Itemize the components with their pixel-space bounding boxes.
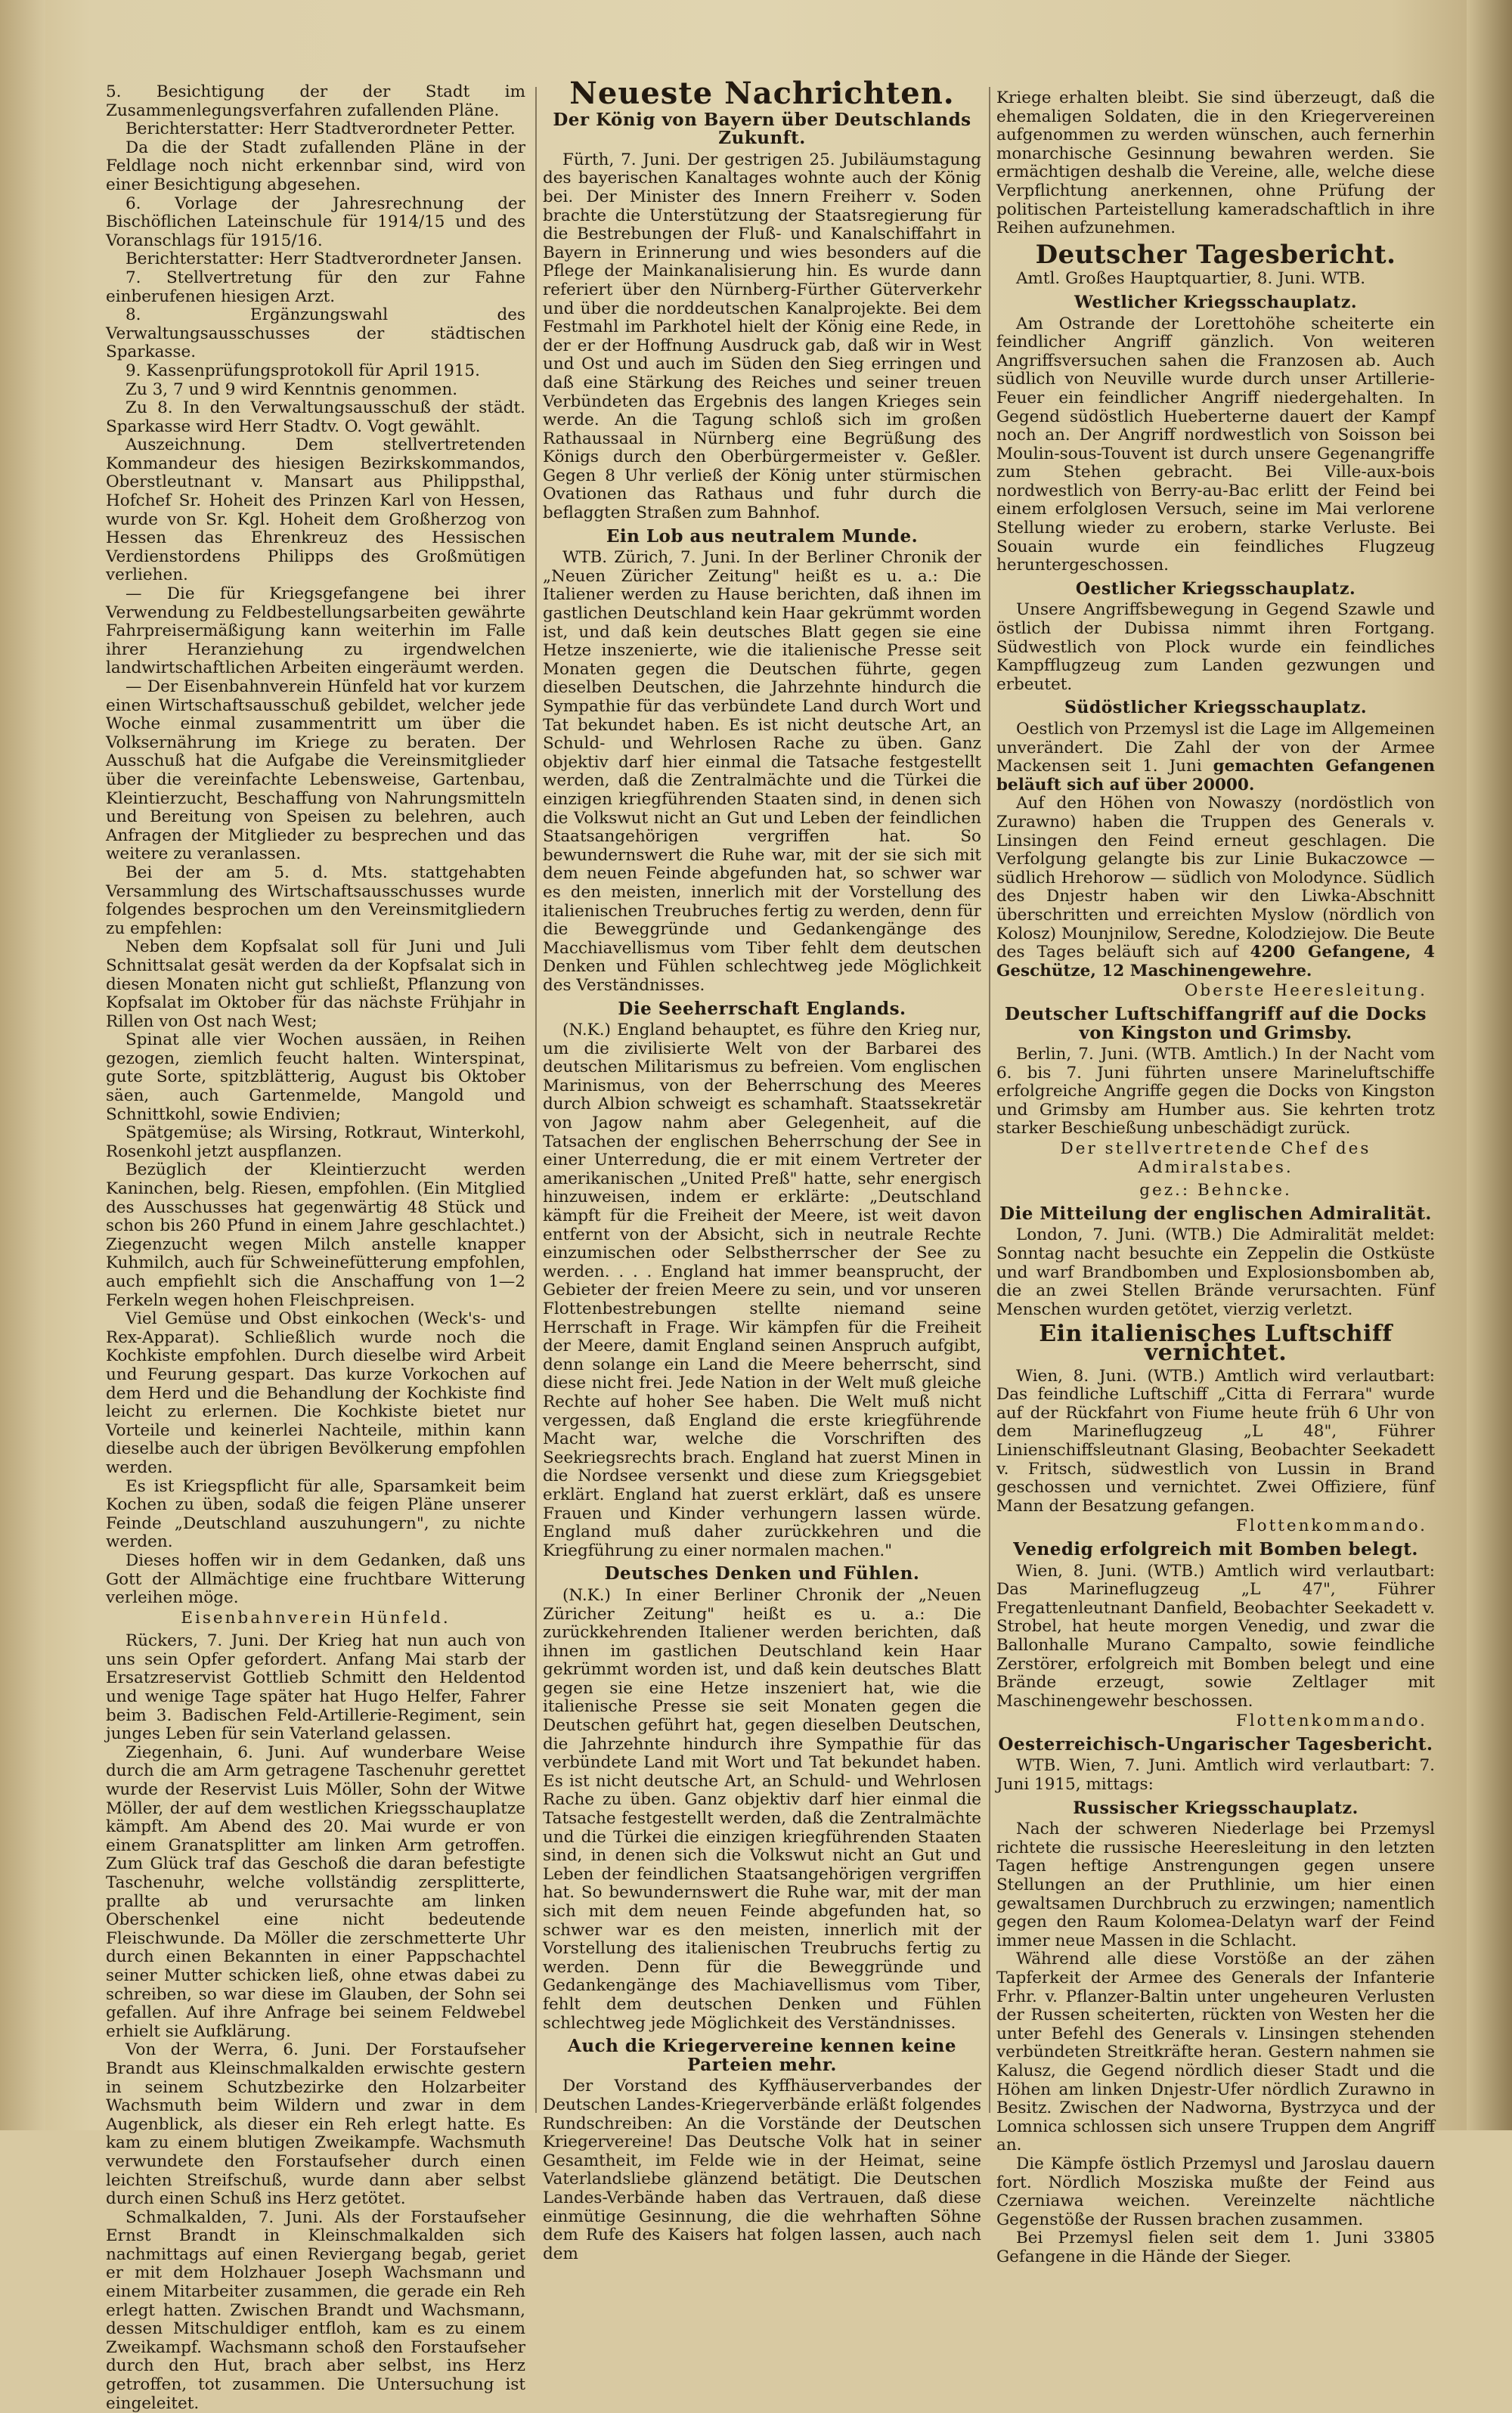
paragraph: Unsere Angriffsbewegung in Gegend Szawle und östlich der Dubissa nimmt ihren Fortgang. Südwestlich von Plock wurde ein feindliches Kampfflugzeug zum Landen gezwungen und erbeutet. (996, 600, 1435, 694)
paragraph (996, 795, 1435, 980)
signature: Flottenkommando. (1235, 1711, 1427, 1731)
paragraph: Bei Przemysl fielen seit dem 1. Juni 33805 Gefangene in die Hände der Sieger. (996, 2229, 1435, 2266)
subheadline: Russischer Kriegsschauplatz. (1073, 1798, 1359, 1818)
page-edge-left (0, 0, 45, 2130)
headline: Ein Lob aus neutralem Munde. (606, 525, 919, 547)
paragraph: Zu 3, 7 und 9 wird Kenntnis genommen. (125, 379, 458, 399)
signature: gez.: Behncke. (1139, 1181, 1292, 1200)
paragraph: Fürth, 7. Juni. Der gestrigen 25. Jubiläumstagung des bayerischen Kanaltages wohnte auch der König bei. Der Minister des Innern Freiherr v. Soden brachte die Unterstützung der Staatsregierung für die Bestrebungen der Fluß- und Kanalschiffahrt in Bayern in Erinnerung und wies besonders auf die Pflege der Mainkanalisierung hin. Es wurde dann referiert über den Nürnberg-Fürther Güterverkehr und über die norddeutschen Kanalprojekte. Bei dem Festmahl im Parkhotel hielt der König eine Rede, in der er der Hoffnung Ausdruck gab, daß wir in West und Ost und auch im Süden den Sieg erringen und daß eine Stärkung des Reiches und seiner treuen Verbündeten das Ergebnis des langen Krieges sein werde. An die Tagung schloß sich im großen Rathaussaal in Nürnberg eine Begrüßung des Königs durch den Oberbürgermeister v. Geßler. Gegen 8 Uhr verließ der König unter stürmischen Ovationen das Rathaus und fuhr durch die beflaggten Straßen zum Bahnhof. (543, 150, 981, 523)
column-local-news (106, 82, 525, 2413)
agenda-item: 5. Besichtigung der der Stadt im Zusammenlegungsverfahren zufallenden Pläne. (106, 82, 525, 120)
text-run: Auf den Höhen von Nowaszy (nordöstlich von Zurawno) haben die Truppen des Generals v. Linsingen den Feind erneut geschlagen. Die Verfolgung gelangte bis zur Linie Bukaczowce — südlich Hrehorow — südlich von Molodynce. Südlich des Dnjestr haben wir den Liwka-Abschnitt überschritten und erreichten Myslow (nördlich von Kolosz) Mounjnilow, Seredne, Kolodziejow. Die Beute des Tages beläuft sich auf (996, 794, 1435, 962)
headline: Venedig erfolgreich mit Bomben belegt. (1013, 1538, 1418, 1560)
paragraph: WTB. Zürich, 7. Juni. In der Berliner Chronik der „Neuen Züricher Zeitung" heißt es u. a.: Die Italiener werden zu Hause berichten, daß ihnen im gastlichen Deutschland kein Haar gekrümmt worden ist, und daß kein deutsches Blatt gegen sie eine Hetze inszenierte, wie die italienische Presse seit Monaten gegen die Deutschen führte, gegen dieselben Deutschen, die Jahrzehnte hindurch die Sympathie für das verbündete Land durch Wort und Tat bekundet haben. Es ist nicht deutsche Art, an Schuld- und Wehrlosen Rache zu üben. Ganz objektiv darf hier einmal die Tatsache festgestellt werden, daß die Zentralmächte und die Türkei die einzigen kriegführenden Staaten sind, in denen sich die Volkswut nicht an Gut und Leben der feindlichen Staatsangehörigen vergriffen hat. So bewundernswert die Ruhe war, mit der sie sich mit dem neuen Feinde abgefunden hat, so schwer war es den meisten, innerlich mit der Vorstellung des italienischen Treubruches fertig zu werden, denn für die Beweggründe und Gedankengänge des Macchiavellismus vom Tiber fehlt dem deutschen Denken und Fühlen schlechtweg jede Möglichkeit des Verständnisses. (543, 548, 981, 995)
agenda-item: 7. Stellvertretung für den zur Fahne einberufenen hiesigen Arzt. (106, 268, 525, 306)
reporter-line: Berichterstatter: Herr Stadtverordneter Petter. (125, 119, 516, 139)
paragraph: Bezüglich der Kleintierzucht werden Kaninchen, belg. Riesen, empfohlen. (Ein Mitglied des Ausschusses hat gegenwärtig 48 Stück und schon bis 260 Pfund in einem Jahre geschlachtet.) Ziegenzucht wegen Milch anstelle knapper Kuhmilch, auch für Schweinefütterung empfohlen, auch empfiehlt sich die Anschaffung von 1—2 Ferkeln wegen hohen Fleischpreisen. (106, 1160, 525, 1310)
headline: Deutsches Denken und Fühlen. (604, 1563, 920, 1584)
paragraph: Da die der Stadt zufallenden Pläne in der Feldlage noch nicht erkennbar sind, wird von einer Besichtigung abgesehen. (106, 138, 525, 194)
signature: Eisenbahnverein Hünfeld. (181, 1608, 451, 1628)
headline: Deutscher Tagesbericht. (1035, 239, 1396, 270)
paragraph: Spätgemüse; als Wirsing, Rotkraut, Winterkohl, Rosenkohl jetzt auspflanzen. (106, 1123, 525, 1161)
headline: Die Mitteilung der englischen Admiralität. (999, 1203, 1432, 1224)
agenda-item: 8. Ergänzungswahl des Verwaltungsausschusses der städtischen Sparkasse. (106, 305, 525, 362)
paragraph: (N.K.) England behauptet, es führe den Krieg nur, um die zivilisierte Welt von der Barbarei des deutschen Militarismus zu befreien. Vom englischen Marinismus, von der Beherrschung des Meeres durch Albion schweigt es schamhaft. Staatssekretär von Jagow nahm aber Gelegenheit, auf die Tatsachen der englischen Beherrschung der See in einer Unterredung, die er mit einem Vertreter der amerikanischen „United Preß" hatte, sehr energisch hinzuweisen, indem er erklärte: „Deutschland kämpft für die Freiheit der Meere, ist weit davon entfernt von der Absicht, sich in neutrale Rechte einzumischen oder Selbstherrscher der See zu werden. . . . England hat immer beansprucht, der Gebieter der freien Meere zu sein, und vor unseren Flottenbestrebungen stellte niemand seine Herrschaft in Frage. Wir kämpfen für die Freiheit der Meere, damit England seinen Anspruch aufgibt, denn solange ein Land die Meere beherrscht, sind diese nicht frei. Jede Nation in der Welt muß gleiche Rechte auf hoher See haben. Die Welt muß nicht vergessen, daß England die erste kriegführende Macht war, welche die Vorschriften des Seekriegsrechts brach. England hat zuerst Minen in die Nordsee versenkt und diese zum Kriegsgebiet erklärt. England hat zuerst erklärt, daß es unsere Frauen und Kinder verhungern lassen würde. England muß daher zurückkehren und die Kriegführung zu einer normalen machen." (543, 1021, 981, 1560)
agenda-item: 9. Kassenprüfungsprotokoll für April 1915. (125, 361, 480, 380)
paragraph: Bei der am 5. d. Mts. stattgehabten Versammlung des Wirtschaftsausschusses wurde folgendes besprochen um den Vereinsmitgliedern zu empfehlen: (106, 863, 525, 938)
dateline: Amtl. Großes Hauptquartier, 8. Juni. WTB. (1016, 269, 1366, 289)
headline: Ein italienisches Luftschiff vernichtet. (1039, 1321, 1393, 1366)
signature: Der stellvertretende Chef des Admiralstabes. (1060, 1139, 1371, 1177)
agenda-item: 6. Vorlage der Jahresrechnung der Bischöflichen Lateinschule für 1914/15 und des Voranschlags für 1915/16. (106, 194, 525, 250)
paragraph: Am Ostrande der Lorettohöhe scheiterte ein feindlicher Angriff gänzlich. Von weiteren Angriffsversuchen sahen die Franzosen ab. Auch südlich von Neuville wurde durch unser Artillerie-Feuer ein feindlicher Angriff niedergehalten. In Gegend südöstlich Hueberterne dauert der Kampf noch an. Der Angriff nordwestlich von Soisson bei Moulin-sous-Touvent ist durch unsere Gegenangriffe zum Stehen gebracht. Bei Ville-aux-bois nordwestlich von Berry-au-Bac erlitt der Feind bei einem erfolglosen Versuch, seine im Mai verlorene Stellung wieder zu erobern, starke Verluste. Bei Souain wurde ein feindliches Flugzeug heruntergeschossen. (996, 314, 1435, 575)
paragraph: Schmalkalden, 7. Juni. Als der Forstaufseher Ernst Brandt in Kleinschmalkalden sich nachmittags auf einen Reviergang begab, geriet er mit dem Holzhauer Joseph Wachsmann und einem Mitarbeiter zusammen, die gerade ein Reh erlegt hatten. Zwischen Brandt und Wachsmann, dessen Mitschuldiger entfloh, kam es zu einem Zweikampf. Wachsmann schoß den Forstaufseher durch den Hut, brach aber selbst, ins Herz getroffen, tot zusammen. Die Untersuchung ist eingeleitet. (106, 2207, 525, 2413)
page-edge-right (1467, 0, 1512, 2130)
paragraph: Wien, 8. Juni. (WTB.) Amtlich wird verlautbart: Das feindliche Luftschiff „Citta di Ferrara" wurde auf der Rückfahrt von Fiume heute früh 6 Uhr von dem Marineflugzeug „L 48", Führer Linienschiffsleutnant Glasing, Beobachter Seekadett v. Fritsch, südwestlich von Lussin in Brand geschossen und vernichtet. Zwei Offiziere, fünf Mann der Besatzung gefangen. (996, 1366, 1435, 1516)
headline: Auch die Kriegervereine kennen keine Parteien mehr. (568, 2036, 956, 2075)
paragraph: Dieses hoffen wir in dem Gedanken, daß uns Gott der Allmächtige eine fruchtbare Witterung verleihen möge. (106, 1550, 525, 1608)
signature: Oberste Heeresleitung. (1184, 981, 1427, 1001)
paragraph: — Der Eisenbahnverein Hünfeld hat vor kurzem einen Wirtschaftsausschuß gebildet, welcher jede Woche einmal zusammentritt um über die Volksernährung im Kriege zu beraten. Der Ausschuß hat die Aufgabe die Vereinsmitglieder über die vereinfachte Lebensweise, Gartenbau, Kleintierzucht, Beschaffung von Nahrungsmitteln und Bereitung von Speisen zu belehren, auch Anfragen der Mitglieder zu besprechen und das weitere zu veranlassen. (106, 677, 525, 864)
subheadline: Südöstlicher Kriegsschauplatz. (1064, 698, 1367, 718)
paragraph: Auszeichnung. Dem stellvertretenden Kommandeur des hiesigen Bezirkskommandos, Oberstleutnant v. Mansart aus Philippsthal, Hofchef Sr. Hoheit des Prinzen Karl von Hessen, wurde von Sr. Kgl. Hoheit dem Großherzog von Hessen das Ehrenkreuz des Hessischen Verdienstordens Philipps des Großmütigen verliehen. (106, 435, 525, 585)
paragraph: Es ist Kriegspflicht für alle, Sparsamkeit beim Kochen zu üben, sodaß die feigen Pläne unserer Feinde „Deutschland auszuhungern", zu nichte werden. (106, 1476, 525, 1552)
subheadline: Oestlicher Kriegsschauplatz. (1075, 578, 1356, 599)
paragraph: Der Vorstand des Kyffhäuserverbandes der Deutschen Landes-Kriegerverbände erläßt folgendes Rundschreiben: An die Vorstände der Deutschen Kriegervereine! Das Deutsche Volk hat in seiner Gesamtheit, im Felde wie in der Heimat, seine Vaterlandsliebe glänzend betätigt. Die Deutschen Landes-Verbände haben das Vertrauen, daß diese einmütige Gesinnung, die die wehrhaften Söhne dem Rufe des Kaisers hat folgen lassen, auch nach dem (543, 2077, 981, 2263)
text-run: Oestlich von Przemysl ist die Lage im Allgemeinen unverändert. Die Zahl der von der Armee Mackensen seit 1. Juni (996, 720, 1435, 776)
dateline: WTB. Wien, 7. Juni. Amtlich wird verlautbart: 7. Juni 1915, mittags: (996, 1756, 1435, 1795)
signature: Flottenkommando. (1235, 1516, 1427, 1536)
column-latest-news (543, 76, 981, 2263)
paragraph: Spinat alle vier Wochen aussäen, in Reihen gezogen, ziemlich feucht halten. Winterspinat, gute Sorte, spitzblätterig, August bis Oktober säen, auch Gartenmelde, Mangold und Schnittkohl, sowie Endivien; (106, 1030, 525, 1124)
paragraph: Viel Gemüse und Obst einkochen (Weck's- und Rex-Apparat). Schließlich wurde noch die Kochkiste empfohlen. Durch dieselbe wird Arbeit und Feurung gespart. Das kurze Vorkochen auf dem Herd und die Behandlung der Kochkiste find leicht zu erlernen. Die Kochkiste bietet nur Vorteile und keinerlei Nachteile, mithin kann dieselbe auch der übrigen Bevölkerung empfohlen werden. (106, 1309, 525, 1477)
paragraph: Berlin, 7. Juni. (WTB. Amtlich.) In der Nacht vom 6. bis 7. Juni führten unsere Marineluftschiffe erfolgreiche Angriffe gegen die Docks von Kingston und Grimsby am Humber aus. Sie kehrten trotz starker Beschießung unbeschädigt zurück. (996, 1045, 1435, 1138)
subheadline: Westlicher Kriegsschauplatz. (1074, 292, 1357, 312)
headline: Oesterreichisch-Ungarischer Tagesbericht. (998, 1733, 1433, 1755)
column-rule (989, 87, 990, 2113)
paragraph: Zu 8. In den Verwaltungsausschuß der städt. Sparkasse wird Herr Stadtv. O. Vogt gewählt. (106, 398, 525, 436)
paragraph: Von der Werra, 6. Juni. Der Forstaufseher Brandt aus Kleinschmalkalden erwischte gestern in seinem Schutzbezirke den Holzarbeiter Wachsmuth beim Wildern und zwar in dem Augenblick, als dieser ein Reh erlegt hatte. Es kam zu einem blutigen Zweikampfe. Wachsmuth verwundete den Forstaufseher durch einen leichten Streifschuß, wurde dann aber selbst durch einen Schuß ins Herz getötet. (106, 2040, 525, 2209)
section-masthead: Neueste Nachrichten. (569, 76, 955, 111)
paragraph: Ziegenhain, 6. Juni. Auf wunderbare Weise durch die am Arm getragene Taschenuhr gerettet wurde der Reservist Luis Möller, Sohn der Witwe Möller, der auf dem westlichen Kriegsschauplatze kämpft. Am Abend des 20. Mai wurde er von einem Granatsplitter am linken Arm getroffen. Zum Glück traf das Geschoß die daran befestigte Taschenuhr, welche vollständig zersplitterte, prallte ab und verursachte am linken Oberschenkel eine nicht bedeutende Fleischwunde. Da Möller die zerschmetterte Uhr durch einen Bekannten in einer Pappschachtel seiner Mutter schicken ließ, ohne etwas dabei zu schreiben, so war diese im Glauben, der Sohn sei gefallen. Auf ihre Anfrage bei seinem Feldwebel erhielt sie Aufklärung. (106, 1742, 525, 2041)
paragraph (996, 720, 1435, 795)
headline: Deutscher Luftschiffangriff auf die Docks von Kingston und Grimsby. (1005, 1003, 1427, 1043)
column-war-reports (996, 88, 1435, 2266)
headline: Die Seeherrschaft Englands. (618, 998, 906, 1019)
paragraph: London, 7. Juni. (WTB.) Die Admiralität meldet: Sonntag nacht besuchte ein Zeppelin die Ostküste und warf Brandbomben und Explosionsbomben ab, die an zwei Stellen Brände verursachten. Fünf Menschen wurden getötet, vierzig verletzt. (996, 1225, 1435, 1319)
paragraph: Kriege erhalten bleibt. Sie sind überzeugt, daß die ehemaligen Soldaten, die in den Kriegervereinen aufgenommen zu werden wünschen, auch fernerhin monarchische Gesinnung bewahren werden. Sie ermächtigen deshalb die Vereine, alle, welche diese Verpflichtung anerkennen, ohne Prüfung der politischen Parteistellung kameradschaftlich in ihre Reihen aufzunehmen. (996, 88, 1435, 238)
paragraph: (N.K.) In einer Berliner Chronik der „Neuen Züricher Zeitung" heißt es u. a.: Die zurückkehrenden Italiener werden berichten, daß ihnen im gastlichen Deutschland kein Haar gekrümmt worden ist, und daß kein deutsches Blatt gegen sie eine Hetze inszeniert hat, wie die italienische Presse sie seit Monaten gegen die Deutschen geführt hat, gegen dieselben Deutschen, die Jahrzehnte hindurch ihre Sympathie für das verbündete Land mit Wort und Tat bekundet haben. Es ist nicht deutsche Art, an Schuld- und Wehrlosen Rache zu üben. Ganz objektiv darf hier einmal die Tatsache festgestellt werden, daß die Zentralmächte und die Türkei die einzigen kriegführenden Staaten sind, in denen sich die Volkswut nicht an Gut und Leben der feindlichen Staatsangehörigen vergriffen hat. So bewundernswert die Ruhe war, mit der man sich mit dem neuen Feinde abgefunden hat, so schwer war es den meisten, innerlich mit der Vorstellung des italienischen Treubruchs fertig zu werden. Denn für die Beweggründe und Gedankengänge des Machiavellismus vom Tiber, fehlt dem deutschen Denken und Fühlen schlechtweg jede Möglichkeit des Verständnisses. (543, 1585, 981, 2033)
emphasis: 4200 Gefangene, 4 Geschütze, 12 Maschinengewehre. (996, 943, 1435, 980)
emphasis: gemachten Gefangenen beläuft sich auf über 20000. (996, 757, 1435, 795)
paragraph: Nach der schweren Niederlage bei Przemysl richtete die russische Heeresleitung in den letzten Tagen heftige Anstrengungen gegen unsere Stellungen an der Pruthlinie, um hier einen gewaltsamen Durchbruch zu erzwingen; namentlich gegen den Raum Kolomea-Delatyn warf der Feind immer neue Massen in die Schlacht. (996, 1820, 1435, 1950)
headline: Der König von Bayern über Deutschlands Zukunft. (553, 109, 971, 149)
paragraph: Wien, 8. Juni. (WTB.) Amtlich wird verlautbart: Das Marineflugzeug „L 47", Führer Fregattenleutnant Danfield, Beobachter Seekadett v. Strobel, hat heute morgen Venedig, und zwar die Ballonhalle Murano Campalto, sowie feindliche Zerstörer, erfolgreich mit Bomben belegt und eine Brände erzeugt, sowie Zeltlager mit Maschinengewehr beschossen. (996, 1561, 1435, 1711)
paragraph: Die Kämpfe östlich Przemysl und Jaroslau dauern fort. Nördlich Mosziska mußte der Feind aus Czerniawa weichen. Vereinzelte nächtliche Gegenstöße der Russen brachen zusammen. (996, 2154, 1435, 2229)
paragraph: Neben dem Kopfsalat soll für Juni und Juli Schnittsalat gesät werden da der Kopfsalat sich in diesen Monaten nicht gut schließt, Pflanzung von Kopfsalat im Oktober für das nächste Frühjahr in Rillen von Ost nach West; (106, 937, 525, 1031)
paragraph: Während alle diese Vorstöße an der zähen Tapferkeit der Armee des Generals der Infanterie Frhr. v. Pflanzer-Baltin unter ungeheuren Verlusten der Russen scheiterten, rückten von Westen her die unter Befehl des Generals v. Linsingen stehenden verbündeten Streitkräfte heran. Gestern nahmen sie Kalusz, die Gegend nördlich dieser Stadt und die Höhen am linken Dnjestr-Ufer nördlich Zurawno in Besitz. Zwischen der Nadworna, Bystrzyca und der Lomnica schlossen sich unsere Truppen dem Angriff an. (996, 1950, 1435, 2155)
column-rule (535, 87, 537, 2113)
reporter-line: Berichterstatter: Herr Stadtverordneter Jansen. (125, 249, 522, 269)
paragraph: Rückers, 7. Juni. Der Krieg hat nun auch von uns sein Opfer gefordert. Anfang Mai starb der Ersatzreservist Gottlieb Schmitt den Heldentod und wenige Tage später hat Hugo Helfer, Fahrer beim 3. Badischen Feld-Artillerie-Regiment, sein junges Leben für sein Vaterland gelassen. (106, 1631, 525, 1744)
paragraph: — Die für Kriegsgefangene bei ihrer Verwendung zu Feldbestellungsarbeiten gewährte Fahrpreisermäßigung kann weiterhin im Falle ihrer Heranziehung zu irgendwelchen landwirtschaftlichen Arbeiten eingeräumt werden. (106, 584, 525, 678)
